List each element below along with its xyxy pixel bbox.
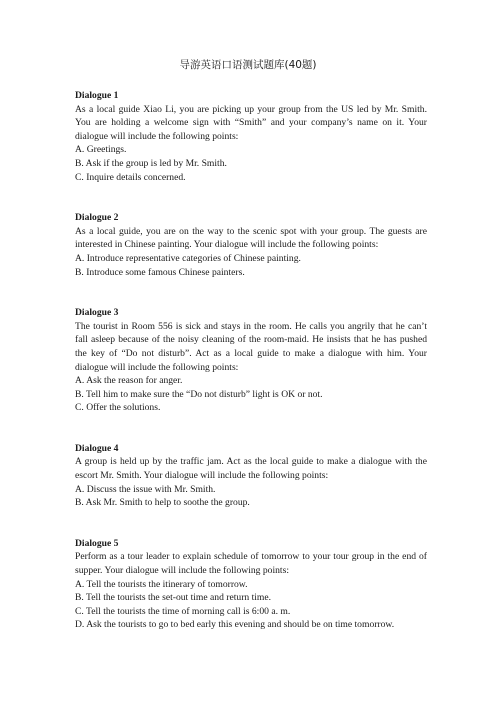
dialogue-heading: Dialogue 2 [75,212,119,224]
dialogue-point: A. Discuss the issue with Mr. Smith. [75,483,216,495]
dialogue-1 [75,89,427,184]
dialogue-5 [75,537,427,632]
dialogue-prompt: A group is held up by the traffic jam. Act as the local guide to make a dialogue with the escort Mr. Smith. Your dialogue will include the following points: [75,456,427,482]
dialogue-4 [75,442,427,510]
dialogue-prompt: The tourist in Room 556 is sick and stays in the room. He calls you angrily that he can’t fall asleep because of the noisy cleaning of the room-maid. He insists that he has pushed the key of “Do not disturb”. Act as a local guide to make a dialogue with him. Your dialogue will include the following points: [75,320,427,373]
document-body [75,89,427,659]
dialogue-point: B. Ask Mr. Smith to help to soothe the group. [75,497,250,509]
dialogue-point: B. Ask if the group is led by Mr. Smith. [75,157,227,169]
dialogue-point: A. Ask the reason for anger. [75,375,183,387]
dialogue-point: C. Inquire details concerned. [75,171,186,183]
dialogue-point: B. Tell the tourists the set-out time and return time. [75,592,272,604]
dialogue-prompt: Perform as a tour leader to explain schedule of tomorrow to your tour group in the end of supper. Your dialogue will include the following points: [75,551,427,577]
dialogue-heading: Dialogue 4 [75,442,119,454]
dialogue-point: D. Ask the tourists to go to bed early this evening and should be on time tomorrow. [75,619,395,631]
dialogue-point: A. Introduce representative categories of Chinese painting. [75,252,301,264]
dialogue-heading: Dialogue 1 [75,90,119,101]
dialogue-point: C. Tell the tourists the time of morning call is 6:00 a. m. [75,605,291,617]
dialogue-heading: Dialogue 3 [75,307,119,319]
dialogue-heading: Dialogue 5 [75,537,119,549]
dialogue-point: C. Offer the solutions. [75,402,161,414]
dialogue-point: A. Greetings. [75,144,127,156]
dialogue-2 [75,211,427,279]
dialogue-point: A. Tell the tourists the itinerary of tomorrow. [75,578,248,590]
dialogue-point: B. Tell him to make sure the “Do not disturb” light is OK or not. [75,388,323,400]
dialogue-point: B. Introduce some famous Chinese painters. [75,266,245,278]
dialogue-prompt: As a local guide Xiao Li, you are picking up your group from the US led by Mr. Smith. You are holding a welcome sign with “Smith” and your company’s name on it. Your dialogue will include the following points: [75,103,427,142]
dialogue-3 [75,306,427,415]
dialogue-prompt: As a local guide, you are on the way to the scenic spot with your group. The guests are interested in Chinese painting. Your dialogue will include the following points: [75,225,427,251]
document-title: 导游英语口语测试题库(40题) [179,59,317,71]
